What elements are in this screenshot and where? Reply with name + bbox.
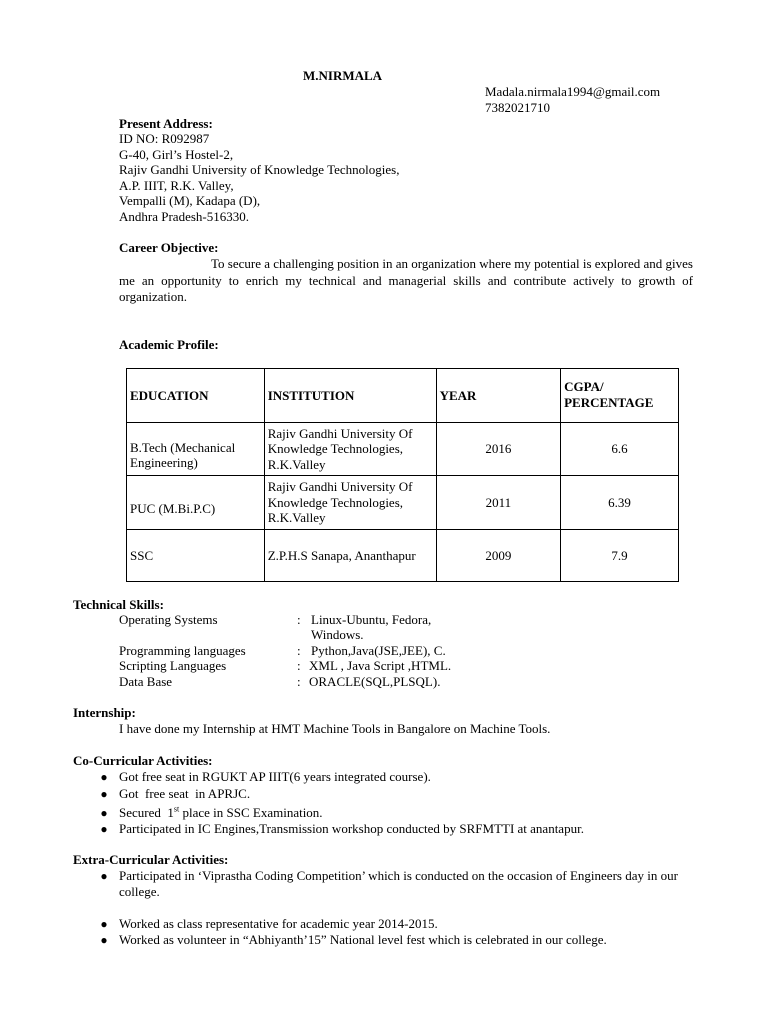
address-line: A.P. IIIT, R.K. Valley,	[119, 178, 234, 193]
objective-text: To secure a challenging position in an organization where my potential is explored and gives me an opportunity to enrich my technical and managerial skills and contribute actively to growth of organization.	[119, 256, 693, 304]
internship-heading: Internship:	[73, 705, 136, 720]
year-cell: 2011	[436, 476, 561, 530]
skill-value: ORACLE(SQL,PLSQL).	[309, 674, 441, 689]
education-cell: PUC (M.Bi.P.C)	[127, 476, 265, 530]
list-item: Participated in ‘Viprastha Coding Competition’ which is conducted on the occasion of Engineers day in our college.	[119, 868, 678, 899]
internship-text: I have done my Internship at HMT Machine Tools in Bangalore on Machine Tools.	[119, 721, 551, 736]
extracurricular-heading: Extra-Curricular Activities:	[73, 852, 229, 867]
phone-number: 7382021710	[485, 100, 550, 115]
bullet-icon: ●	[100, 822, 108, 836]
skill-colon: :	[297, 658, 301, 673]
list-item: Got free seat in APRJC.	[119, 786, 251, 801]
skill-label: Operating Systems	[119, 612, 218, 627]
objective-heading: Career Objective:	[119, 240, 219, 255]
secured-text: Secured 1	[119, 805, 174, 820]
address-line: G-40, Girl’s Hostel-2,	[119, 147, 234, 162]
address-line: Andhra Pradesh-516330.	[119, 209, 249, 224]
skill-colon: :	[297, 612, 301, 627]
institution-cell: Rajiv Gandhi University Of Knowledge Technologies, R.K.Valley	[264, 423, 436, 476]
education-cell: SSC	[127, 530, 265, 582]
institution-cell: Z.P.H.S Sanapa, Ananthapur	[264, 530, 436, 582]
skill-label: Programming languages	[119, 643, 246, 658]
column-header: INSTITUTION	[264, 369, 436, 423]
column-header: EDUCATION	[127, 369, 265, 423]
skill-value: XML , Java Script ,HTML.	[309, 658, 452, 673]
skill-label: Scripting Languages	[119, 658, 227, 673]
address-line: ID NO: R092987	[119, 131, 210, 146]
bullet-icon: ●	[100, 770, 108, 784]
candidate-name: M.NIRMALA	[303, 68, 383, 83]
table-row	[127, 476, 679, 530]
bullet-icon: ●	[100, 933, 108, 947]
list-item	[119, 805, 323, 821]
list-item: Participated in IC Engines,Transmission workshop conducted by SRFMTTI at anantapur.	[119, 821, 584, 836]
score-cell: 6.39	[561, 476, 679, 530]
skills-heading: Technical Skills:	[73, 597, 164, 612]
list-item: Worked as volunteer in “Abhiyanth’15” National level fest which is celebrated in our college.	[119, 932, 607, 947]
skill-value: Linux-Ubuntu, Fedora,	[311, 612, 432, 627]
column-header: YEAR	[436, 369, 561, 423]
address-heading: Present Address:	[119, 116, 213, 131]
education-cell: B.Tech (Mechanical Engineering)	[127, 423, 265, 476]
email-address: Madala.nirmala1994@gmail.com	[485, 84, 661, 99]
skill-colon: :	[297, 674, 301, 689]
bullet-icon: ●	[100, 869, 108, 883]
table-row	[127, 530, 679, 582]
list-item: Worked as class representative for academic year 2014-2015.	[119, 916, 438, 931]
bullet-icon: ●	[100, 806, 108, 820]
skill-value: Python,Java(JSE,JEE), C.	[311, 643, 446, 658]
academic-heading: Academic Profile:	[119, 337, 219, 352]
score-cell: 6.6	[561, 423, 679, 476]
secured-text-rest: place in SSC Examination.	[179, 805, 323, 820]
list-item: Got free seat in RGUKT AP IIIT(6 years integrated course).	[119, 769, 431, 784]
skill-value: Windows.	[311, 627, 364, 642]
institution-cell: Rajiv Gandhi University Of Knowledge Technologies, R.K.Valley	[264, 476, 436, 530]
year-cell: 2016	[436, 423, 561, 476]
address-line: Rajiv Gandhi University of Knowledge Technologies,	[119, 162, 400, 177]
column-header: CGPA/ PERCENTAGE	[561, 369, 679, 423]
address-line: Vempalli (M), Kadapa (D),	[119, 193, 261, 208]
bullet-icon: ●	[100, 787, 108, 801]
table-header-row	[127, 369, 679, 423]
score-cell: 7.9	[561, 530, 679, 582]
skill-label: Data Base	[119, 674, 173, 689]
academic-table	[126, 368, 679, 582]
ordinal-suffix: st	[173, 804, 180, 814]
cocurricular-heading: Co-Curricular Activities:	[73, 753, 213, 768]
year-cell: 2009	[436, 530, 561, 582]
skill-colon: :	[297, 643, 301, 658]
table-row	[127, 423, 679, 476]
bullet-icon: ●	[100, 917, 108, 931]
